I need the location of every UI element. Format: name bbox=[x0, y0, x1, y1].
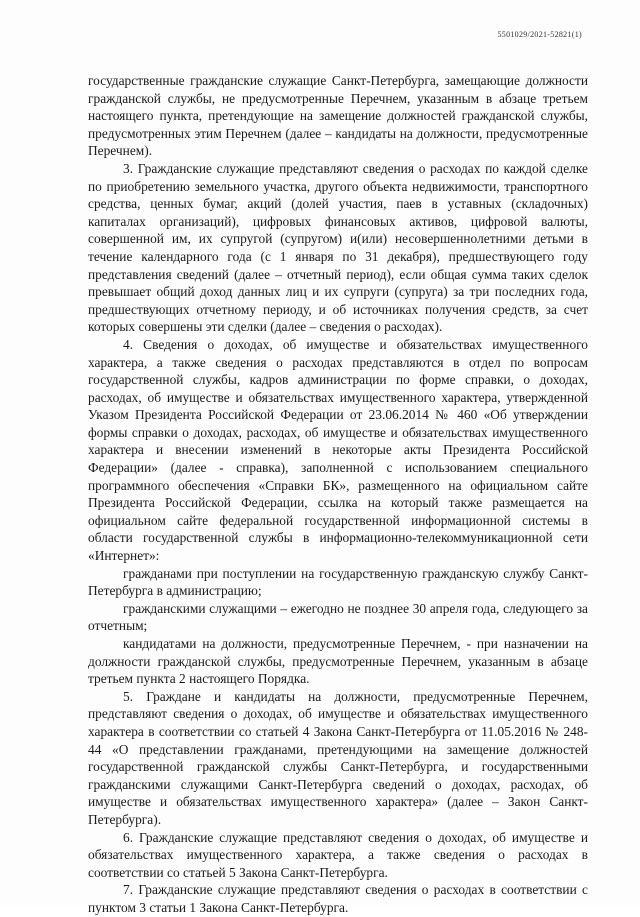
paragraph-continuation: государственные гражданские служащие Санкт-Петербурга, замещающие должности гражданской службы, не предусмотренные Перечнем, указанным в абзаце третьем настоящего пункта, претендующие на замещение должностей гражданской службы, предусмотренных этим Перечнем (далее – кандидаты на должности, предусмотренные Перечнем). bbox=[88, 73, 588, 159]
paragraph-6: 6. Гражданские служащие представляют сведения о доходах, об имуществе и обязательствах имущественного характера, а также сведения о расходах в соответствии со статьей 5 Закона Санкт-Петербурга. bbox=[88, 829, 588, 880]
paragraph-4: 4. Сведения о доходах, об имуществе и обязательствах имущественного характера, а также сведения о расходах представляются в отдел по вопросам государственной службы, кадров администрации по форме справки, о доходах, расходах, об имуществе и обязательствах имущественного характера, утвержденной Указом Президента Российской Федерации от 23.06.2014 № 460 «Об утверждении формы справки о доходах, расходах, об имуществе и обязательствах имущественного характера и внесении изменений в некоторые акты Президента Российской Федерации» (далее - справка), заполненной с использованием специального программного обеспечения «Справки БК», размещенного на официальном сайте Президента Российской Федерации, ссылка на который также размещается на официальном сайте федеральной государственной информационной системы в области государственной службы в информационно-телекоммуникационной сети «Интернет»: bbox=[88, 336, 588, 564]
paragraph-4-item-servants: гражданскими служащими – ежегодно не позднее 30 апреля года, следующего за отчетным; bbox=[88, 600, 588, 634]
paragraph-4-item-citizens: гражданами при поступлении на государственную гражданскую службу Санкт-Петербурга в администрацию; bbox=[88, 565, 588, 599]
document-body bbox=[88, 72, 588, 917]
document-number: 5501029/2021-52821(1) bbox=[497, 30, 582, 39]
paragraph-4-item-candidates: кандидатами на должности, предусмотренные Перечнем, - при назначении на должности гражданской службы, предусмотренные Перечнем, указанным в абзаце третьем пункта 2 настоящего Порядка. bbox=[88, 636, 588, 687]
paragraph-7: 7. Гражданские служащие представляют сведения о расходах в соответствии с пунктом 3 статьи 1 Закона Санкт-Петербурга. bbox=[88, 882, 588, 915]
paragraph-5: 5. Граждане и кандидаты на должности, предусмотренные Перечнем, представляют сведения о доходах, об имуществе и обязательствах имущественного характера в соответствии со статьей 4 Закона Санкт-Петербурга от 11.05.2016 № 248-44 «О представлении гражданами, претендующими на замещение должностей государственной гражданской службы Санкт-Петербурга, и государственными гражданскими служащими Санкт-Петербурга сведений о доходах, расходах, об имуществе и обязательствах имущественного характера» (далее – Закон Санкт-Петербурга). bbox=[88, 688, 588, 827]
paragraph-3: 3. Гражданские служащие представляют сведения о расходах по каждой сделке по приобретению земельного участка, другого объекта недвижимости, транспортного средства, ценных бумаг, акций (долей участия, паев в уставных (складочных) капиталах организаций), цифровых финансовых активов, цифровой валюты, совершенной им, их супругой (супругом) и(или) несовершеннолетними детьми в течение календарного года (с 1 января по 31 декабря), предшествующего году представления сведений (далее – отчетный период), если общая сумма таких сделок превышает общий доход данных лиц и их супруги (супруга) за три последних года, предшествующих отчетному периоду, и об источниках получения средств, за счет которых совершены эти сделки (далее – сведения о расходах). bbox=[88, 160, 588, 335]
